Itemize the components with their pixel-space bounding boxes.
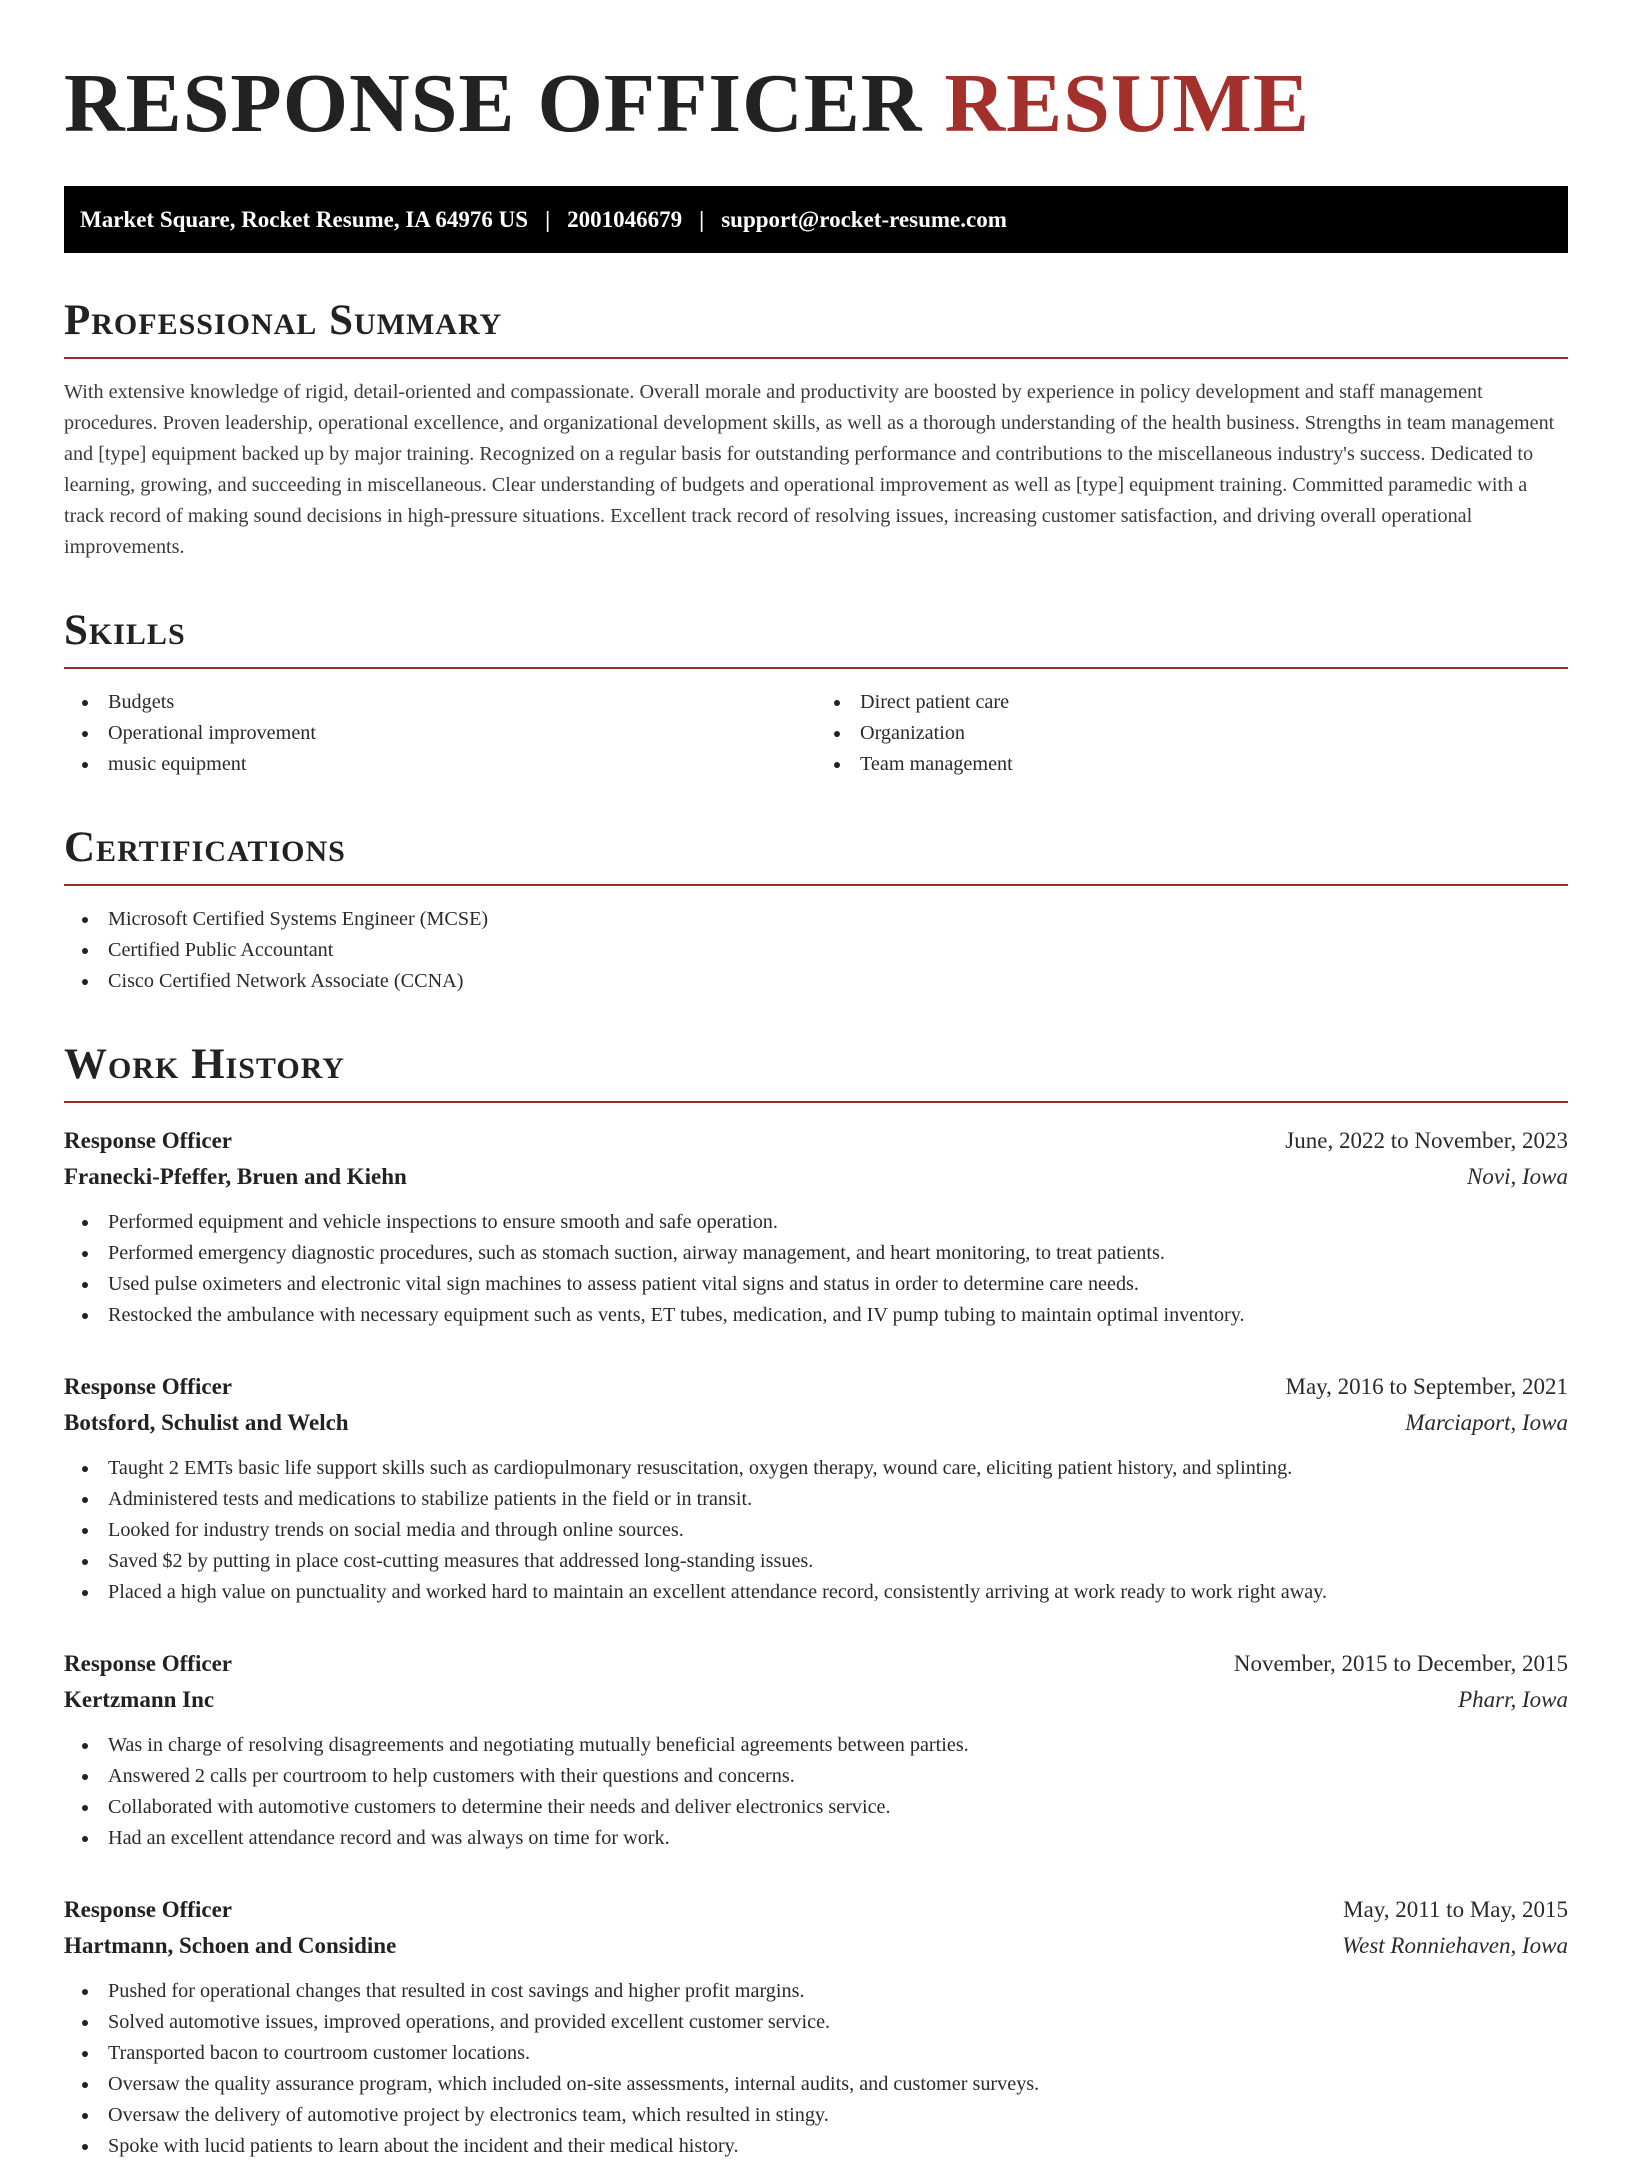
section-heading-certifications: Certifications	[64, 824, 1568, 886]
job-bullet: Transported bacon to courtroom customer locations.	[108, 2038, 1568, 2069]
certifications-section	[64, 824, 1568, 997]
skill-item: Direct patient care	[860, 687, 1568, 718]
work-history-section	[64, 1041, 1568, 2162]
job-bullet: Taught 2 EMTs basic life support skills such as cardiopulmonary resuscitation, oxygen therapy, wound care, eliciting patient history, and splinting.	[108, 1453, 1568, 1484]
job-bullet: Restocked the ambulance with necessary equipment such as vents, ET tubes, medication, and IV pump tubing to maintain optimal inventory.	[108, 1300, 1568, 1331]
contact-separator: |	[545, 206, 551, 232]
job-dates: November, 2015 to December, 2015	[1233, 1651, 1568, 1676]
job-dates: June, 2022 to November, 2023	[1285, 1128, 1568, 1153]
skill-item: Team management	[860, 749, 1568, 780]
certification-item: Microsoft Certified Systems Engineer (MCSE)	[108, 904, 1568, 935]
job-bullets	[64, 1730, 1568, 1854]
contact-email: support@rocket-resume.com	[721, 206, 1007, 232]
section-heading-summary: Professional Summary	[64, 297, 1568, 359]
job-bullet: Spoke with lucid patients to learn about the incident and their medical history.	[108, 2131, 1568, 2162]
job-bullet: Had an excellent attendance record and was always on time for work.	[108, 1823, 1568, 1854]
skill-item: Organization	[860, 718, 1568, 749]
job-location: Marciaport, Iowa	[1405, 1410, 1568, 1435]
certification-item: Cisco Certified Network Associate (CCNA)	[108, 966, 1568, 997]
job-company: Hartmann, Schoen and Considine	[64, 1933, 397, 1958]
summary-text: With extensive knowledge of rigid, detail-oriented and compassionate. Overall morale and productivity are boosted by experience in policy development and staff management procedures. Proven leadership, operational excellence, and organizational development skills, as well as a thorough understanding of the health business. Strengths in team management and [type] equipment backed up by major training. Recognized on a regular basis for outstanding performance and contributions to the miscellaneous industry's success. Dedicated to learning, growing, and succeeding in miscellaneous. Clear understanding of budgets and operational improvement as well as [type] equipment training. Committed paramedic with a track record of making sound decisions in high-pressure situations. Excellent track record of resolving issues, increasing customer satisfaction, and driving overall operational improvements.	[64, 381, 1555, 558]
job-bullet: Was in charge of resolving disagreements and negotiating mutually beneficial agreements between parties.	[108, 1730, 1568, 1761]
skills-section	[64, 607, 1568, 780]
job-dates: May, 2016 to September, 2021	[1285, 1374, 1568, 1399]
skill-item: music equipment	[108, 749, 816, 780]
job-bullet: Oversaw the delivery of automotive project by electronics team, which resulted in stingy.	[108, 2100, 1568, 2131]
job-bullet: Collaborated with automotive customers to determine their needs and deliver electronics service.	[108, 1792, 1568, 1823]
job-title: Response Officer	[64, 1897, 232, 1922]
job-bullet: Solved automotive issues, improved operations, and provided excellent customer service.	[108, 2007, 1568, 2038]
title-accent: RESUME	[944, 57, 1310, 150]
job-entry	[64, 1123, 1568, 1331]
job-title: Response Officer	[64, 1374, 232, 1399]
job-entry	[64, 1369, 1568, 1608]
job-bullet: Oversaw the quality assurance program, which included on-site assessments, internal audits, and customer surveys.	[108, 2069, 1568, 2100]
skills-grid	[64, 669, 1568, 780]
job-location: Pharr, Iowa	[1458, 1687, 1568, 1712]
summary-section	[64, 297, 1568, 563]
title-main: RESPONSE OFFICER	[64, 57, 923, 150]
job-location: West Ronniehaven, Iowa	[1342, 1933, 1568, 1958]
job-bullet: Saved $2 by putting in place cost-cutting measures that addressed long-standing issues.	[108, 1546, 1568, 1577]
job-bullets	[64, 1207, 1568, 1331]
job-entry	[64, 1892, 1568, 2162]
skills-list-right	[816, 687, 1568, 780]
job-bullet: Administered tests and medications to stabilize patients in the field or in transit.	[108, 1484, 1568, 1515]
job-company: Kertzmann Inc	[64, 1687, 215, 1712]
job-entry	[64, 1646, 1568, 1854]
job-bullets	[64, 1453, 1568, 1608]
job-bullet: Answered 2 calls per courtroom to help customers with their questions and concerns.	[108, 1761, 1568, 1792]
job-dates: May, 2011 to May, 2015	[1343, 1897, 1568, 1922]
job-bullet: Used pulse oximeters and electronic vital sign machines to assess patient vital signs and status in order to determine care needs.	[108, 1269, 1568, 1300]
job-title: Response Officer	[64, 1651, 232, 1676]
job-bullet: Performed equipment and vehicle inspections to ensure smooth and safe operation.	[108, 1207, 1568, 1238]
contact-separator: |	[699, 206, 705, 232]
skill-item: Operational improvement	[108, 718, 816, 749]
job-bullet: Pushed for operational changes that resulted in cost savings and higher profit margins.	[108, 1976, 1568, 2007]
job-location: Novi, Iowa	[1467, 1164, 1568, 1189]
skill-item: Budgets	[108, 687, 816, 718]
section-heading-skills: Skills	[64, 607, 1568, 669]
contact-phone: 2001046679	[567, 206, 683, 232]
job-company: Botsford, Schulist and Welch	[64, 1410, 349, 1435]
job-bullet: Looked for industry trends on social media and through online sources.	[108, 1515, 1568, 1546]
skills-list-left	[64, 687, 816, 780]
contact-address: Market Square, Rocket Resume, IA 64976 US	[80, 206, 529, 232]
job-bullets	[64, 1976, 1568, 2162]
job-bullet: Performed emergency diagnostic procedures, such as stomach suction, airway management, and heart monitoring, to treat patients.	[108, 1238, 1568, 1269]
certification-item: Certified Public Accountant	[108, 935, 1568, 966]
section-heading-work-history: Work History	[64, 1041, 1568, 1103]
job-bullet: Placed a high value on punctuality and worked hard to maintain an excellent attendance record, consistently arriving at work ready to work right away.	[108, 1577, 1568, 1608]
contact-bar	[64, 186, 1568, 253]
resume-title	[64, 0, 1568, 152]
job-company: Franecki-Pfeffer, Bruen and Kiehn	[64, 1164, 407, 1189]
certifications-list	[64, 904, 1568, 997]
job-title: Response Officer	[64, 1128, 232, 1153]
